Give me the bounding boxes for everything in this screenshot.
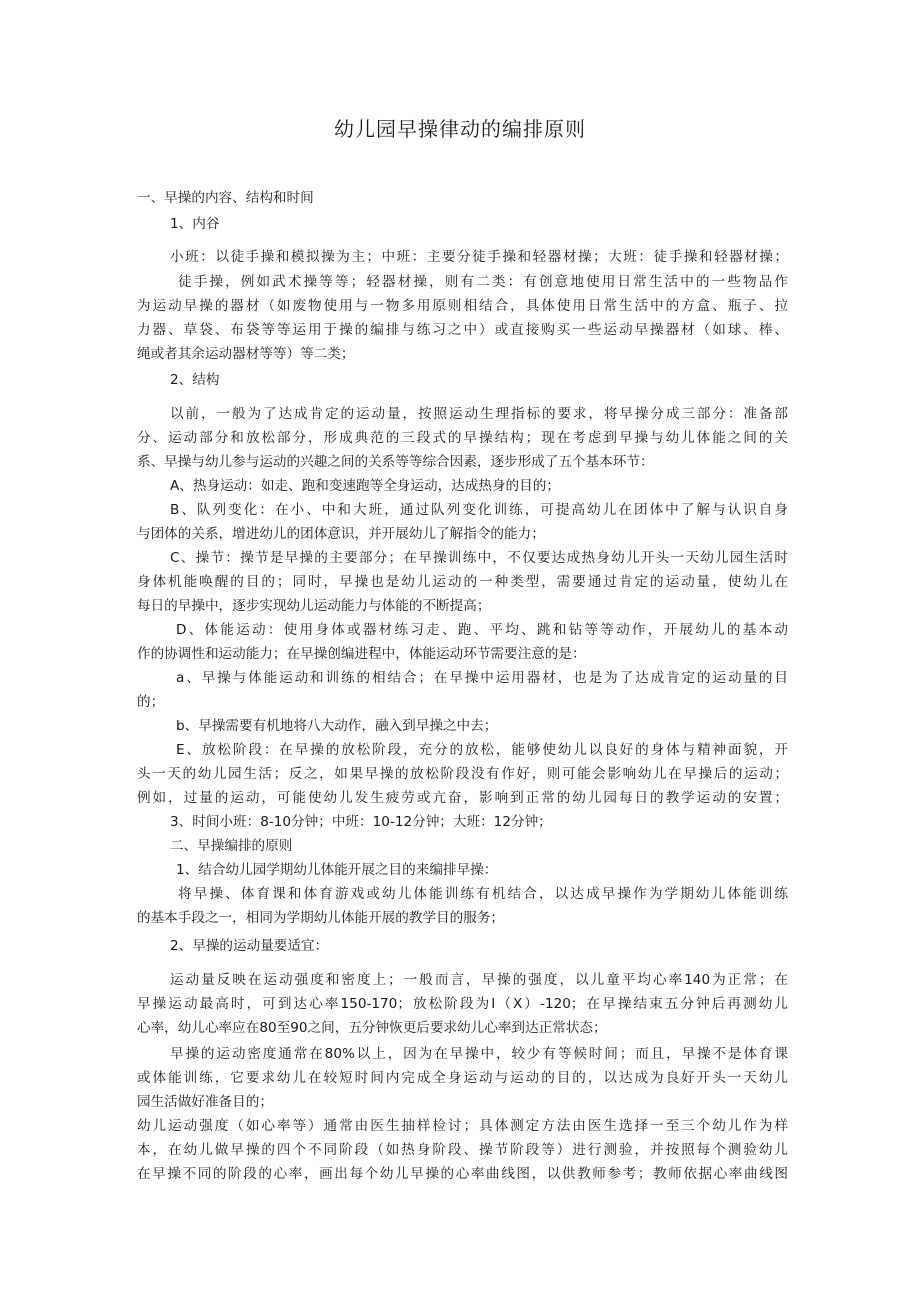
- subheading: 3、时间小班：8-10分钟；中班：10-12分钟；大班：12分钟；: [170, 814, 552, 830]
- paragraph-line: 徒手操，例如武术操等等；轻器材操，则有二类：有创意地使用日常生活中的一些物品作: [178, 274, 788, 290]
- paragraph-line: 分、运动部分和放松部分，形成典范的三段式的早操结构；现在考虑到早操与幼儿体能之间的关: [137, 430, 788, 446]
- paragraph-line: 早操的运动密度通常在80%以上，因为在早操中，较少有等候时间；而且，早操不是体育课: [170, 1046, 788, 1062]
- paragraph-line: 例如，过量的运动，可能使幼儿发生疲劳或亢奋，影响到正常的幼儿园每日的教学运动的安置；: [137, 790, 788, 806]
- paragraph-line: 的；: [137, 694, 165, 710]
- paragraph-line: B、队列变化：在小、中和大班，通过队列变化训练，可提高幼儿在团体中了解与认识自身: [170, 502, 788, 518]
- paragraph-line: b、早操需要有机地将八大动作，融入到早操之中去；: [176, 718, 498, 734]
- paragraph-line: 小班：以徒手操和模拟操为主；中班：主要分徒手操和轻器材操；大班：徒手操和轻器材操；: [170, 249, 788, 265]
- subheading: 1、结合幼儿园学期幼儿体能开展之目的来编排早操：: [176, 862, 498, 878]
- paragraph-line: 心率，幼儿心率应在80至90之间，五分钟恢更后要求幼儿心率到达正常状态；: [137, 1020, 607, 1036]
- paragraph-line: 力器、草袋、布袋等等运用于操的编排与练习之中）或直接购买一些运动早操器材（如球、棒、: [137, 322, 788, 338]
- paragraph-line: a、早操与体能运动和训练的相结合；在早操中运用器材，也是为了达成肯定的运动量的目: [176, 670, 788, 686]
- paragraph-line: 本，在幼儿做早操的四个不同阶段（如热身阶段、操节阶段等）进行测验，并按照每个测验幼儿: [137, 1142, 788, 1158]
- subheading: 2、早操的运动量要适宜：: [170, 938, 329, 954]
- section-heading: 一、早操的内容、结构和时间: [137, 190, 314, 206]
- subheading: 1、内谷: [170, 216, 220, 232]
- subheading: 2、结构: [170, 372, 220, 388]
- paragraph-line: 的基本手段之一，相同为学期幼儿体能开展的教学目的服务；: [137, 910, 505, 926]
- paragraph-line: 运动量反映在运动强度和密度上；一般而言，早操的强度，以儿童平均心率140为正常；在: [170, 972, 788, 988]
- paragraph-line: 将早操、体育课和体育游戏或幼儿体能训练有机结合，以达成早操作为学期幼儿体能训练: [178, 886, 788, 902]
- paragraph-line: C、操节：操节是早操的主要部分；在早操训练中，不仅要达成热身幼儿开头一天幼儿园生活时: [170, 550, 788, 566]
- paragraph-line: 幼儿运动强度（如心率等）通常由医生抽样检讨；具体测定方法由医生选择一至三个幼儿作为样: [137, 1118, 788, 1134]
- section-heading: 二、早操编排的原则: [170, 838, 293, 854]
- paragraph-line: 系、早操与幼儿参与运动的兴趣之间的关系等等综合因素，逐步形成了五个基本环节：: [137, 454, 654, 470]
- paragraph-line: 绳或者其余运动器材等等）等二类；: [137, 346, 355, 362]
- paragraph-line: 身体机能唤醒的目的；同时，早操也是幼儿运动的一种类型，需要通过肯定的运动量，使幼儿在: [137, 574, 788, 590]
- paragraph-line: 在早操不同的阶段的心率，画出每个幼儿早操的心率曲线图，以供教师参考；教师依据心率曲线图: [137, 1166, 788, 1182]
- paragraph-line: 早操运动最高时，可到达心率150-170；放松阶段为I（X）-120；在早操结束五分钟后再测幼儿: [137, 996, 788, 1012]
- paragraph-line: 作的协调性和运动能力；在早操创编进程中，体能运动环节需要注意的是：: [137, 646, 586, 662]
- paragraph-line: 头一天的幼儿园生活；反之，如果早操的放松阶段没有作好，则可能会影响幼儿在早操后的运动；: [137, 766, 788, 782]
- paragraph-line: A、热身运动：如走、跑和变速跑等全身运动，达成热身的目的；: [170, 478, 560, 494]
- document-title: 幼儿园早操律动的编排原则: [334, 117, 586, 141]
- paragraph-line: 每日的早操中，逐步实现幼儿运动能力与体能的不断提高；: [137, 598, 491, 614]
- paragraph-line: 以前，一般为了达成肯定的运动量，按照运动生理指标的要求，将早操分成三部分：准备部: [170, 406, 788, 422]
- paragraph-line: 与团体的关系，增进幼儿的团体意识，并开展幼儿了解指令的能力；: [137, 526, 545, 542]
- paragraph-line: 为运动早操的器材（如废物使用与一物多用原则相结合，具体使用日常生活中的方盒、瓶子、拉: [137, 298, 788, 314]
- paragraph-line: 或体能训练，它要求幼儿在较短时间内完成全身运动与运动的目的，以达成为良好开头一天幼儿: [137, 1070, 788, 1086]
- paragraph-line: E、放松阶段：在早操的放松阶段，充分的放松，能够使幼儿以良好的身体与精神面貌，开: [176, 742, 788, 758]
- paragraph-line: D、体能运动：使用身体或器材练习走、跑、平均、跳和钻等等动作，开展幼儿的基本动: [176, 622, 788, 638]
- paragraph-line: 园生活做好准备目的；: [137, 1094, 273, 1110]
